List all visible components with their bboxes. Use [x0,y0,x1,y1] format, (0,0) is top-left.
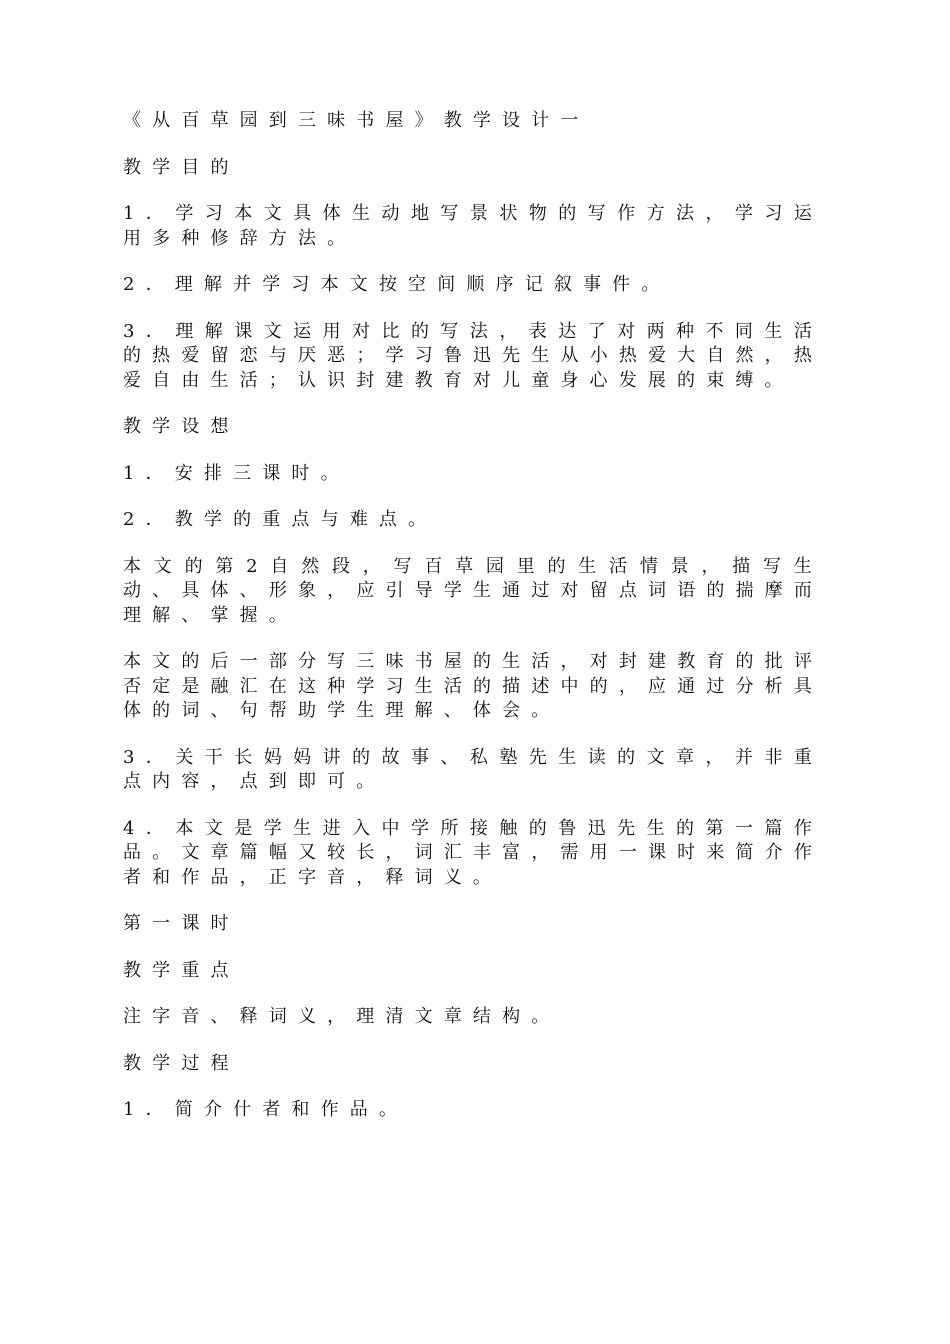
document-title: 《从百草园到三味书屋》教学设计一 [123,110,590,131]
heading-teaching-focus: 教学重点 [123,959,240,981]
heading-teaching-objectives: 教学目的 [123,156,240,178]
heading-teaching-ideas: 教学设想 [123,416,240,437]
idea-item-1: 1．安排三课时。 [123,462,350,484]
objective-item-2: 2．理解并学习本文按空间顺序记叙事件。 [123,274,671,295]
idea-paragraph-sanweishuwu: 本文的后一部分写三味书屋的生活，对封建教育的批评否定是融汇在这种学习生活的描述中的，应通过分析具体的词、句帮助学生理解、体会。 [123,651,823,721]
idea-item-4: 4．本文是学生进入中学所接触的鲁迅先生的第一篇作品。文章篇幅又较长，词汇丰富，需用一课时来简介作者和作品，正字音，释词义。 [123,817,823,888]
objective-item-3: 3．理解课文运用对比的写法，表达了对两种不同生活的热爱留恋与厌恶；学习鲁迅先生从小热爱大自然，热爱自由生活；认识封建教育对儿童身心发展的束缚。 [123,320,823,391]
idea-paragraph-baicaoyuan: 本文的第2自然段，写百草园里的生活情景，描写生动、具体、形象，应引导学生通过对留点词语的揣摩而理解、掌握。 [123,555,823,626]
document-body [123,109,823,1145]
heading-lesson-one: 第一课时 [123,913,240,934]
focus-item: 注字音、释词义，理清文章结构。 [123,1006,561,1027]
objective-item-1: 1．学习本文具体生动地写景状物的写作方法，学习运用多种修辞方法。 [123,203,823,249]
heading-teaching-process: 教学过程 [123,1052,240,1074]
process-item-1: 1．简介什者和作品。 [123,1099,409,1120]
idea-item-2: 2．教学的重点与难点。 [123,509,438,530]
idea-item-3: 3．关干长妈妈讲的故事、私塾先生读的文章，并非重点内容，点到即可。 [123,746,823,792]
